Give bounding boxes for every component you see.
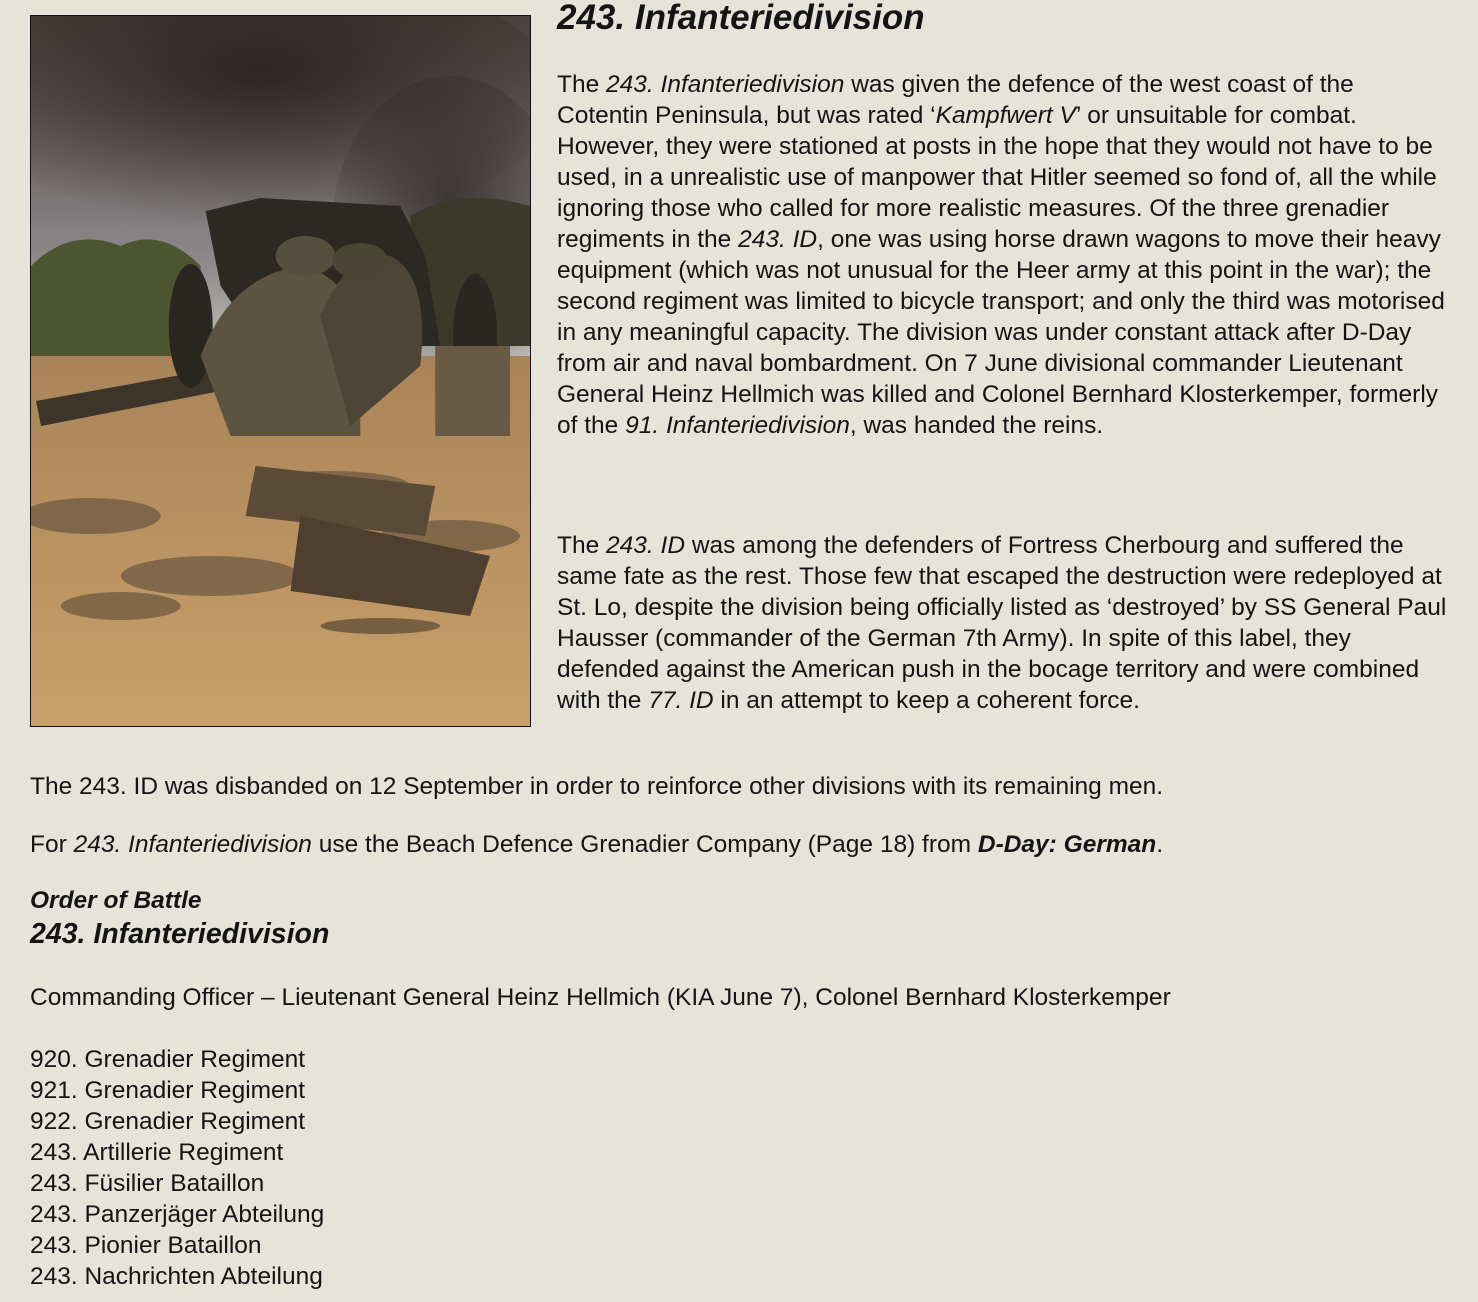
unit-item: 921. Grenadier Regiment xyxy=(30,1077,306,1104)
order-of-battle-label: Order of Battle xyxy=(30,887,202,914)
unit-item: 243. Füsilier Bataillon xyxy=(30,1170,265,1197)
page-title: 243. Infanteriedivision xyxy=(557,0,925,37)
rules-reference-paragraph: For 243. Infanteriedivision use the Beach Defence Grenadier Company (Page 18) from D-Day: German. xyxy=(30,831,1164,858)
disbanded-paragraph: The 243. ID was disbanded on 12 September in order to reinforce other divisions with its remaining men. xyxy=(30,773,1164,800)
unit-item: 922. Grenadier Regiment xyxy=(30,1108,306,1135)
order-of-battle-title: 243. Infanteriedivision xyxy=(30,918,330,950)
intro-paragraph: The 243. Infanteriedivision was given the defence of the west coast of the Cotentin Peninsula, but was rated ‘Kampfwert V’ or unsuitable for combat. However, they were stationed at posts in the hope that they would not have to be used, in a unrealistic use of manpower that Hitler seemed so fond of, all the while ignoring those who called for more realistic measures. Of the three grenadier regiments in the 243. ID, one was using horse drawn wagons to move their heavy equipment (which was not unusual for the Heer army at this point in the war); the second regiment was limited to bicycle transport; and only the third was motorised in any meaningful capacity. The division was under constant attack after D-Day from air and naval bombardment. On 7 June divisional commander Lieutenant General Heinz Hellmich was killed and Colonel Bernhard Klosterkemper, formerly of the 91. Infanteriedivision, was handed the reins. xyxy=(557,71,1445,439)
unit-list xyxy=(30,1044,324,1292)
unit-item: 243. Pionier Bataillon xyxy=(30,1232,262,1259)
unit-item: 243. Panzerjäger Abteilung xyxy=(30,1201,325,1228)
commanding-officer: Commanding Officer – Lieutenant General Heinz Hellmich (KIA June 7), Colonel Bernhard Klosterkemper xyxy=(30,984,1171,1011)
anti-tank-gun-crew-photo xyxy=(30,15,531,727)
unit-item: 243. Artillerie Regiment xyxy=(30,1139,284,1166)
photo-illustration xyxy=(31,16,530,726)
unit-item: 920. Grenadier Regiment xyxy=(30,1046,306,1073)
cherbourg-paragraph: The 243. ID was among the defenders of Fortress Cherbourg and suffered the same fate as the rest. Those few that escaped the destruction were redeployed at St. Lo, despite the division being officially listed as ‘destroyed’ by SS General Paul Hausser (commander of the German 7th Army). In spite of this label, they defended against the American push in the bocage territory and were combined with the 77. ID in an attempt to keep a coherent force. xyxy=(557,532,1447,714)
unit-item: 243. Nachrichten Abteilung xyxy=(30,1263,323,1290)
book-title: D-Day: German xyxy=(977,831,1157,858)
